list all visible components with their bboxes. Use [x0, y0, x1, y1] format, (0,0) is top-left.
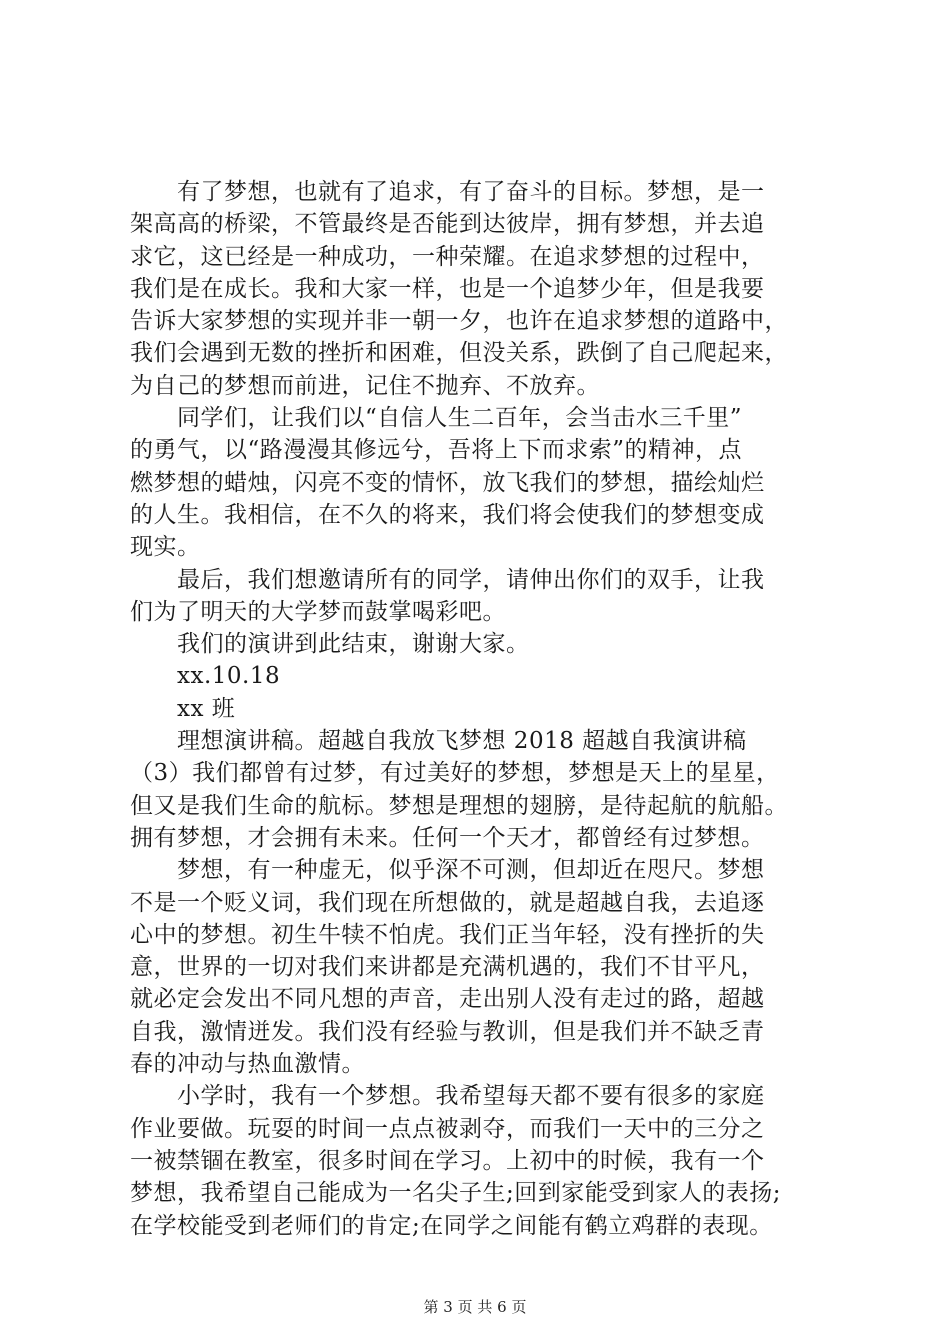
- text-line: 最后，我们想邀请所有的同学，请伸出你们的双手，让我: [130, 566, 765, 593]
- text-line: 为自己的梦想而前进，记住不抛弃、不放弃。: [130, 372, 600, 399]
- page-footer: 第 3 页 共 6 页: [423, 1298, 527, 1316]
- text-line: 不是一个贬义词，我们现在所想做的，就是超越自我，去追逐: [130, 889, 765, 916]
- text-line: 我们会遇到无数的挫折和困难，但没关系，跌倒了自己爬起来，: [130, 340, 788, 367]
- body-text: [130, 176, 830, 1242]
- text-line: 我们是在成长。我和大家一样，也是一个追梦少年，但是我要: [130, 275, 765, 302]
- text-line: 心中的梦想。初生牛犊不怕虎。我们正当年轻，没有挫折的失: [130, 921, 765, 948]
- text-line: 就必定会发出不同凡想的声音，走出别人没有走过的路，超越: [130, 986, 765, 1013]
- text-line: 架高高的桥梁，不管最终是否能到达彼岸，拥有梦想，并去追: [130, 211, 765, 238]
- class-line: xx 班: [130, 695, 236, 722]
- text-line: 现实。: [130, 534, 201, 561]
- text-line: 梦想，我希望自己能成为一名尖子生;回到家能受到家人的表扬;: [130, 1180, 781, 1207]
- text-line: 在学校能受到老师们的肯定;在同学之间能有鹤立鸡群的表现。: [130, 1212, 773, 1239]
- text-line: 的勇气，以“路漫漫其修远兮，吾将上下而求索”的精神，点: [130, 437, 743, 464]
- section-title-line: 理想演讲稿。超越自我放飞梦想 2018 超越自我演讲稿: [130, 728, 747, 755]
- text-line: 意，世界的一切对我们来讲都是充满机遇的，我们不甘平凡，: [130, 954, 765, 981]
- text-line: 自我，激情迸发。我们没有经验与教训，但是我们并不缺乏青: [130, 1018, 765, 1045]
- text-line: 燃梦想的蜡烛，闪亮不变的情怀，放飞我们的梦想，描绘灿烂: [130, 469, 765, 496]
- text-line: 们为了明天的大学梦而鼓掌喝彩吧。: [130, 598, 506, 625]
- text-line: 小学时，我有一个梦想。我希望每天都不要有很多的家庭: [130, 1083, 765, 1110]
- text-line: 的人生。我相信，在不久的将来，我们将会使我们的梦想变成: [130, 501, 765, 528]
- text-line: （3）我们都曾有过梦，有过美好的梦想，梦想是天上的星星，: [130, 760, 780, 787]
- date-line: xx.10.18: [130, 663, 281, 690]
- text-line: 有了梦想，也就有了追求，有了奋斗的目标。梦想，是一: [130, 179, 765, 205]
- text-line: 梦想，有一种虚无，似乎深不可测，但却近在咫尺。梦想: [130, 857, 765, 884]
- text-line: 作业要做。玩耍的时间一点点被剥夺，而我们一天中的三分之: [130, 1115, 765, 1142]
- text-line: 拥有梦想，才会拥有未来。任何一个天才，都曾经有过梦想。: [130, 824, 765, 851]
- text-line: 告诉大家梦想的实现并非一朝一夕，也许在追求梦想的道路中，: [130, 308, 788, 335]
- text-line: 我们的演讲到此结束，谢谢大家。: [130, 631, 530, 658]
- text-line: 求它，这已经是一种成功，一种荣耀。在追求梦想的过程中，: [130, 243, 765, 270]
- text-line: 春的冲动与热血激情。: [130, 1051, 365, 1078]
- text-line: 一被禁锢在教室，很多时间在学习。上初中的时候，我有一个: [130, 1147, 765, 1174]
- text-line: 但又是我们生命的航标。梦想是理想的翅膀，是待起航的航船。: [130, 792, 788, 819]
- text-line: 同学们，让我们以“自信人生二百年，会当击水三千里”: [130, 405, 743, 432]
